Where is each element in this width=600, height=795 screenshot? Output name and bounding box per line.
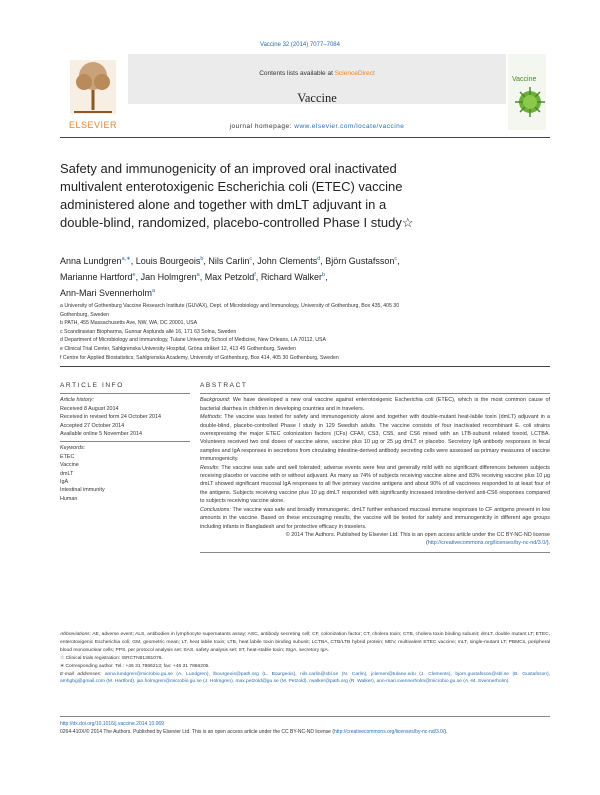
article-title	[60, 160, 500, 232]
journal-cover	[508, 54, 546, 130]
affiliation-item: f Centre for Applied Biostatistics, Sahlgrenska Academy, University of Gothenburg, Box 414, 405 30 Gothenburg, Sweden	[60, 354, 339, 361]
methods-text: The vaccine was tested for safety and immunogenicity alone and together with double-mutant heat-labile toxin (dmLT) adjuvant in a double-blind, placebo-controlled Phase I study in 129 Swedish adults. The vaccine consists of four inactivated recombinant E. coli strains overexpressing the major ETEC colonization factors (CFs) CFA/I, CS3, CS5, and CS6 mixed with an LTB-subunit related toxoid, LCTBA. Volunteers received two oral doses of vaccine alone, vaccine plus 10 μg or 25 μg dmLT or placebo. Secretory IgA antibody responses in fecal samples and IgA responses in secretions from circulating intestine-derived antibody secreting cells were assessed as primary measures of vaccine immunogenicity.	[200, 414, 550, 463]
author-name[interactable]: Louis Bourgeois	[135, 256, 201, 266]
homepage-link[interactable]: www.elsevier.com/locate/vaccine	[294, 123, 405, 130]
author-affiliation-mark: c	[249, 256, 253, 262]
email-note	[60, 671, 550, 687]
author-affiliation-mark: a,∗	[121, 256, 131, 262]
keyword-item: Intestinal immunity	[60, 487, 105, 494]
history-label: Article history:	[60, 397, 94, 404]
background-text: We have developed a new oral vaccine against enterotoxigenic Escherichia coli (ETEC), which is the most common cause of bacterial diarrhea in children in developing countries and in travelers.	[200, 397, 550, 412]
article-info-heading: ARTICLE INFO	[60, 382, 124, 389]
author-affiliation-mark: d	[317, 256, 321, 262]
abbreviations-text: AE, adverse event; ALS, antibodies in lymphocyte supernatants assay; ASC, antibody secreting cell; CF, colonization factor; CT, cholera toxin; CTB, cholera toxin binding subunit; dmLT, double mutant LT; ETEC, enterotoxigenic Escherichia coli; GM, geometric mean; LT, heat labile toxin; LTB, heat labile toxin binding subunit; LCTBA, CTB/LTB hybrid protein; MEV, multivalent ETEC vaccine; mLT, single-mutant LT; PBMCs, peripheral blood mononuclear cells; PPS, per protocol analysis set; SAS, safety analysis set; ST, heat-stable toxin; SIgA, secretory IgA.	[60, 632, 550, 653]
author-name[interactable]: Björn Gustafsson	[325, 256, 395, 266]
article-info	[60, 382, 190, 503]
author-name[interactable]: Max Petzold	[204, 272, 255, 282]
methods-label: Methods:	[200, 414, 223, 421]
abbreviations-label: Abbreviations:	[60, 632, 91, 637]
copyright-line	[60, 728, 550, 736]
author-name[interactable]: Nils Carlin	[208, 256, 250, 266]
abstract-bottom-rule	[200, 552, 550, 553]
cover-title: Vaccine	[512, 76, 537, 83]
license-text: © 2014 The Authors. Published by Elsevier Ltd. This is an open access article under the CC BY-NC-ND license (	[285, 531, 550, 547]
author-affiliation-mark: b	[322, 272, 326, 278]
title-line: Safety and immunogenicity of an improved oral inactivated	[60, 161, 397, 176]
author-name[interactable]: Ann-Mari Svennerholm	[60, 288, 153, 298]
keyword-item: ETEC	[60, 453, 75, 460]
abbreviations-note	[60, 631, 550, 655]
author-list	[60, 252, 530, 300]
keywords-divider	[60, 441, 190, 442]
author-affiliation-mark: b	[200, 256, 204, 262]
keyword-item: IgA	[60, 479, 69, 486]
conclusions-label: Conclusions:	[200, 506, 231, 513]
virus-icon	[508, 54, 546, 130]
affiliation-item: Gothenburg, Sweden	[60, 311, 110, 318]
license-link[interactable]: http://creativecommons.org/licenses/by-nc-nd/3.0/	[427, 540, 547, 547]
author-name[interactable]: John Clements	[257, 256, 318, 266]
journal-homepage	[128, 123, 506, 130]
conclusions-text: The vaccine was safe and broadly immunogenic. dmLT further enhanced mucosal immune responses to CF antigens present in low amounts in the vaccine. Based on these encouraging results, the vaccine will be tested for safety and immunogenicity in different age groups including infants in Bangladesh and for protective efficacy in travelers.	[200, 506, 550, 530]
email-addresses[interactable]: anna.lundgren@microbio.gu.se (A. Lundgren), lbourgeois@path.org (L. Bourgeois), nils.carlin@sbl.se (N. Carlin), jclemen@tulane.edu (J. Clements), bjorn.gustafsson@sbl.se (B. Gustafsson), amhgbg@gmail.com (M. Hartford), jan.holmgren@microbio.gu.se (J. Holmgren), max.petzold@gu.se (M. Petzold), rwalker@path.org (R. Walker), ann-mari.svennerholm@microbio.gu.se (A.-M. Svennerholm).	[60, 671, 551, 685]
article-info-divider	[60, 393, 190, 394]
history-item: Received 8 August 2014	[60, 405, 119, 412]
affiliation-item: c Scandinavian Biopharma, Gunnar Asplunds allé 16, 171 63 Solna, Sweden	[60, 328, 237, 335]
corresponding-note: ∗ Corresponding author. Tel.: +46 31 7866213; fax: +46 31 7866205.	[60, 663, 210, 669]
affiliation-item: d Department of Microbiology and Immunology, Tulane University School of Medicine, New Orleans, LA 70112, USA	[60, 337, 326, 344]
journal-citation: Vaccine 32 (2014) 7077–7084	[260, 42, 340, 48]
author-row	[60, 284, 530, 300]
doi-link[interactable]: http://dx.doi.org/10.1016/j.vaccine.2014.10.069	[60, 721, 164, 727]
affiliation-item: e Clinical Trial Center, Sahlgrenska University Hospital, Gröna stråket 12, 413 45 Gothenburg, Sweden	[60, 345, 296, 352]
email-label: E-mail addresses:	[60, 671, 102, 677]
author-affiliation-mark: a	[152, 288, 156, 294]
keyword-item: dmLT	[60, 470, 74, 477]
author-row: Anna Lundgren$^{a,∗}$, Louis Bourgeois$^b$, Nils Carlin$^c$, John Clements$^d$, Björn Gustafsson$^c$,	[60, 256, 400, 266]
author-name[interactable]: Marianne Hartford	[60, 272, 133, 282]
affiliation-item: b PATH, 455 Massachusetts Ave, NW, WA, DC 20001, USA	[60, 320, 198, 327]
abstract-conclusions	[200, 506, 550, 531]
copyright-text: 0264-410X/© 2014 The Authors. Published by Elsevier Ltd. This is an open access article under the CC BY-NC-ND license (	[60, 729, 335, 735]
author-name[interactable]: Richard Walker	[260, 272, 322, 282]
footnotes	[60, 631, 550, 686]
bottom-matter	[60, 716, 550, 736]
keyword-item: Vaccine	[60, 462, 79, 469]
bottom-rule	[60, 716, 550, 717]
copyright-license-link[interactable]: http://creativecommons.org/licenses/by-nc-nd/3.0/	[334, 729, 445, 735]
license-close: ).	[546, 540, 550, 547]
results-label: Results:	[200, 464, 220, 471]
trial-note: ☆ Clinical trials registration: ISRCTN91381076.	[60, 655, 163, 661]
background-label: Background:	[200, 397, 231, 404]
author-affiliation-mark: a	[196, 272, 200, 278]
abstract-license	[200, 531, 550, 548]
abstract	[200, 382, 550, 553]
abstract-background	[200, 396, 550, 413]
author-affiliation-mark: c	[394, 256, 398, 262]
affiliations	[60, 302, 540, 362]
elsevier-logo	[62, 54, 124, 130]
title-line: double-blind, randomized, placebo-controlled Phase I study☆	[60, 215, 414, 230]
publisher-name: ELSEVIER	[68, 120, 118, 130]
copyright-close: ).	[444, 729, 448, 735]
author-row: Marianne Hartford$^e$, Jan Holmgren$^a$, Max Petzold$^f$, Richard Walker$^b$,	[60, 272, 328, 282]
results-text: The vaccine was safe and well tolerated; adverse events were few and generally mild with no significant differences between subjects receiving placebo or vaccine with or without adjuvant. As many as 74% of subjects receiving vaccine alone and 83% receiving vaccine plus 10 μg dmLT showed significant mucosal IgA responses to all five primary vaccine antigens and about 90% of all vaccinees responded to at least four of the antigens. Subjects receiving vaccine plus 10 μg dmLT responded with significantly increased intestine-derived anti-CS6 responses compared to subjects receiving vaccine alone.	[200, 464, 550, 505]
section-rule	[60, 366, 550, 367]
history-item: Received in revised form 24 October 2014	[60, 414, 161, 421]
contents-line	[128, 70, 506, 77]
title-line: multivalent enterotoxigenic Escherichia coli (ETEC) vaccine	[60, 179, 403, 194]
author-name[interactable]: Anna Lundgren	[60, 256, 122, 266]
affiliation-item: a University of Gothenburg Vaccine Research Institute (GUVAX), Dept. of Microbiology and Immunology, University of Gothenburg, Box 435, 405 30	[60, 303, 400, 309]
author-affiliation-mark: f	[254, 272, 256, 278]
author-name[interactable]: Jan Holmgren	[140, 272, 197, 282]
history-item: Accepted 27 October 2014	[60, 422, 125, 429]
sciencedirect-link[interactable]: ScienceDirect	[334, 70, 375, 77]
abstract-heading: ABSTRACT	[200, 382, 248, 389]
title-line: administered alone and together with dmLT adjuvant in a	[60, 197, 387, 212]
history-item: Available online 5 November 2014	[60, 431, 143, 438]
homepage-label: journal homepage:	[229, 123, 295, 130]
journal-title: Vaccine	[297, 91, 337, 105]
abstract-results	[200, 464, 550, 506]
keywords-label: Keywords:	[60, 445, 86, 452]
author-affiliation-mark: e	[132, 272, 136, 278]
contents-prefix: Contents lists available at	[259, 70, 335, 77]
abstract-divider	[200, 393, 550, 394]
header-rule	[60, 137, 550, 138]
keyword-item: Human	[60, 495, 78, 502]
abstract-methods	[200, 413, 550, 463]
elsevier-tree-icon	[62, 54, 124, 116]
